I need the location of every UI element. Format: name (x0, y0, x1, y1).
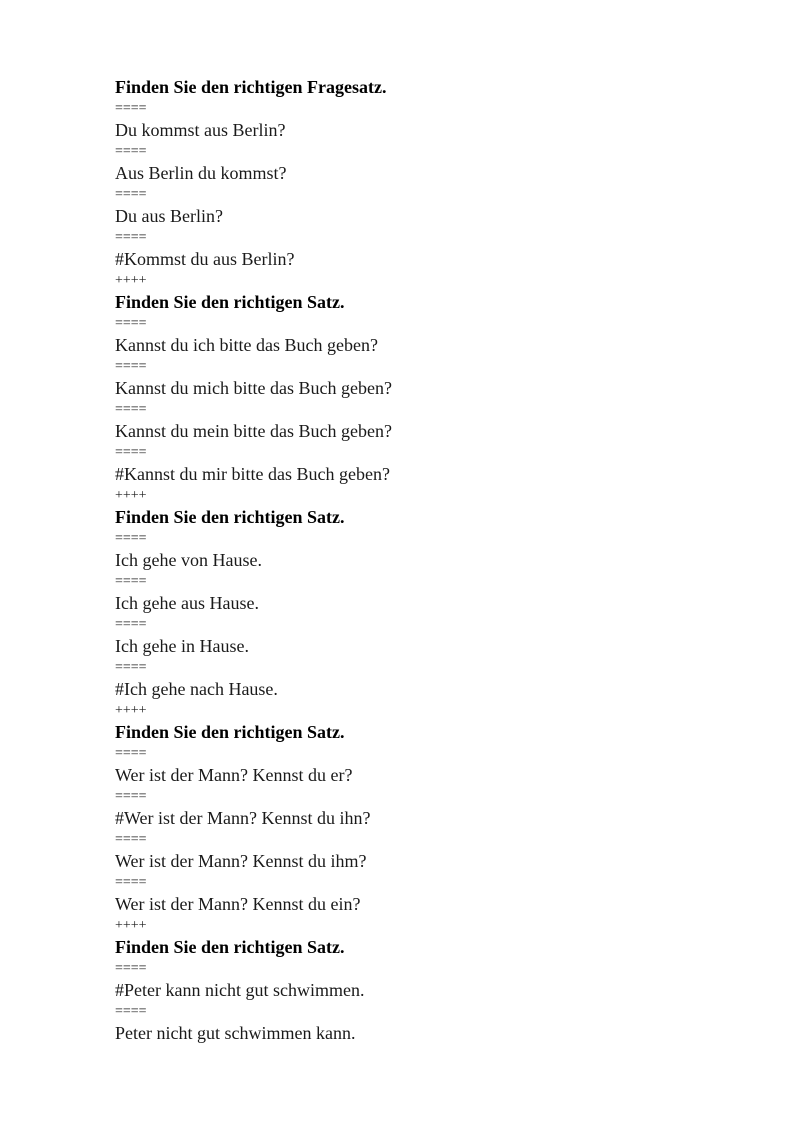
option-separator: ==== (115, 789, 147, 804)
option-separator: ==== (115, 531, 147, 546)
answer-option: Ich gehe in Hause. (115, 636, 249, 656)
option-separator: ==== (115, 660, 147, 675)
option-separator: ==== (115, 617, 147, 632)
answer-option: #Ich gehe nach Hause. (115, 679, 278, 699)
answer-option: #Kommst du aus Berlin? (115, 249, 295, 269)
question-block (115, 291, 715, 506)
question-end-marker: ++++ (115, 488, 147, 503)
option-separator: ==== (115, 875, 147, 890)
option-separator: ==== (115, 230, 147, 245)
answer-option: Kannst du mich bitte das Buch geben? (115, 378, 392, 398)
option-separator: ==== (115, 961, 147, 976)
question-prompt: Finden Sie den richtigen Satz. (115, 292, 345, 312)
option-separator: ==== (115, 1004, 147, 1019)
answer-option: Kannst du mein bitte das Buch geben? (115, 421, 392, 441)
option-separator: ==== (115, 445, 147, 460)
option-separator: ==== (115, 101, 147, 116)
option-separator: ==== (115, 746, 147, 761)
answer-option: Kannst du ich bitte das Buch geben? (115, 335, 378, 355)
question-end-marker: ++++ (115, 703, 147, 718)
option-separator: ==== (115, 359, 147, 374)
question-end-marker: ++++ (115, 273, 147, 288)
answer-option: Peter nicht gut schwimmen kann. (115, 1023, 356, 1043)
option-separator: ==== (115, 574, 147, 589)
option-separator: ==== (115, 402, 147, 417)
question-block (115, 936, 715, 1044)
question-end-marker: ++++ (115, 918, 147, 933)
answer-option: #Wer ist der Mann? Kennst du ihn? (115, 808, 371, 828)
answer-option: Aus Berlin du kommst? (115, 163, 287, 183)
answer-option: Ich gehe aus Hause. (115, 593, 259, 613)
document-body (115, 76, 715, 1044)
option-separator: ==== (115, 316, 147, 331)
answer-option: #Peter kann nicht gut schwimmen. (115, 980, 365, 1000)
answer-option: Wer ist der Mann? Kennst du ihm? (115, 851, 367, 871)
option-separator: ==== (115, 832, 147, 847)
answer-option: Ich gehe von Hause. (115, 550, 262, 570)
question-block (115, 721, 715, 936)
question-prompt: Finden Sie den richtigen Satz. (115, 722, 345, 742)
answer-option: #Kannst du mir bitte das Buch geben? (115, 464, 390, 484)
option-separator: ==== (115, 187, 147, 202)
question-prompt: Finden Sie den richtigen Satz. (115, 507, 345, 527)
option-separator: ==== (115, 144, 147, 159)
answer-option: Wer ist der Mann? Kennst du er? (115, 765, 353, 785)
answer-option: Du aus Berlin? (115, 206, 223, 226)
question-block (115, 76, 715, 291)
question-prompt: Finden Sie den richtigen Satz. (115, 937, 345, 957)
question-prompt: Finden Sie den richtigen Fragesatz. (115, 77, 387, 97)
answer-option: Wer ist der Mann? Kennst du ein? (115, 894, 361, 914)
answer-option: Du kommst aus Berlin? (115, 120, 286, 140)
question-block (115, 506, 715, 721)
